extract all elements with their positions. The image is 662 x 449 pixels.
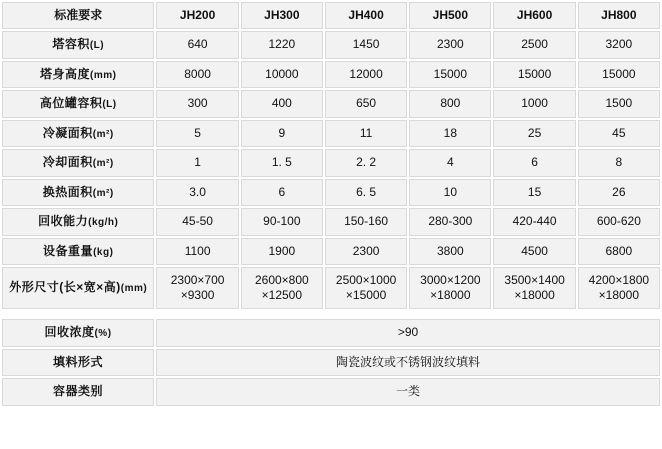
table-row <box>2 31 660 59</box>
cell-tower-height-jh200: 8000 <box>156 61 238 89</box>
cell-condensing-area-jh200: 5 <box>156 120 238 148</box>
table-row <box>2 378 660 406</box>
cell-tower-height-jh500: 15000 <box>409 61 491 89</box>
cell-tower-volume-jh600: 2500 <box>493 31 575 59</box>
cell-high-tank-volume-jh200: 300 <box>156 90 238 118</box>
row-label-recovery-capacity: 回收能力(kg/h) <box>2 208 154 236</box>
cell-equipment-weight-jh400: 2300 <box>325 238 407 266</box>
cell-cooling-area-jh300: 1. 5 <box>241 149 323 177</box>
cell-high-tank-volume-jh800: 1500 <box>578 90 660 118</box>
table-row <box>2 179 660 207</box>
cell-high-tank-volume-jh500: 800 <box>409 90 491 118</box>
cell-cooling-area-jh800: 8 <box>578 149 660 177</box>
table-row <box>2 61 660 89</box>
table-row <box>2 90 660 118</box>
header-model-jh400: JH400 <box>325 2 407 29</box>
row-label-overall-dimensions: 外形尺寸(长×宽×高)(mm) <box>2 267 154 309</box>
cell-tower-height-jh600: 15000 <box>493 61 575 89</box>
row-label-heat-exchange-area: 换热面积(m²) <box>2 179 154 207</box>
header-model-jh800: JH800 <box>578 2 660 29</box>
cell-equipment-weight-jh600: 4500 <box>493 238 575 266</box>
cell-dimensions-jh800: 4200×1800 ×18000 <box>578 267 660 309</box>
cell-recovery-capacity-jh400: 150-160 <box>325 208 407 236</box>
header-model-jh300: JH300 <box>241 2 323 29</box>
table-row <box>2 238 660 266</box>
cell-dimensions-jh400: 2500×1000 ×15000 <box>325 267 407 309</box>
header-standard-requirement: 标准要求 <box>2 2 154 29</box>
cell-tower-height-jh300: 10000 <box>241 61 323 89</box>
row-label-tower-height: 塔身高度(mm) <box>2 61 154 89</box>
cell-vessel-category-value: 一类 <box>156 378 660 406</box>
table-row-dimensions <box>2 267 660 309</box>
cell-equipment-weight-jh300: 1900 <box>241 238 323 266</box>
row-label-vessel-category: 容器类别 <box>2 378 154 406</box>
cell-tower-volume-jh800: 3200 <box>578 31 660 59</box>
cell-dimensions-jh300: 2600×800 ×12500 <box>241 267 323 309</box>
cell-heat-exchange-area-jh400: 6. 5 <box>325 179 407 207</box>
header-model-jh200: JH200 <box>156 2 238 29</box>
table-row <box>2 349 660 377</box>
table-header-row <box>2 2 660 29</box>
cell-condensing-area-jh300: 9 <box>241 120 323 148</box>
cell-heat-exchange-area-jh200: 3.0 <box>156 179 238 207</box>
header-model-jh500: JH500 <box>409 2 491 29</box>
cell-dimensions-jh200: 2300×700 ×9300 <box>156 267 238 309</box>
cell-condensing-area-jh600: 25 <box>493 120 575 148</box>
cell-equipment-weight-jh800: 6800 <box>578 238 660 266</box>
cell-recovery-capacity-jh200: 45-50 <box>156 208 238 236</box>
row-label-recovery-concentration: 回收浓度(%) <box>2 319 154 347</box>
cell-recovery-capacity-jh600: 420-440 <box>493 208 575 236</box>
row-label-equipment-weight: 设备重量(kg) <box>2 238 154 266</box>
row-label-condensing-area: 冷凝面积(m²) <box>2 120 154 148</box>
cell-heat-exchange-area-jh600: 15 <box>493 179 575 207</box>
table-row <box>2 208 660 236</box>
cell-recovery-capacity-jh800: 600-620 <box>578 208 660 236</box>
row-label-tower-volume: 塔容积(L) <box>2 31 154 59</box>
cell-high-tank-volume-jh400: 650 <box>325 90 407 118</box>
cell-recovery-capacity-jh300: 90-100 <box>241 208 323 236</box>
row-label-high-tank-volume: 高位罐容积(L) <box>2 90 154 118</box>
cell-high-tank-volume-jh300: 400 <box>241 90 323 118</box>
cell-tower-volume-jh300: 1220 <box>241 31 323 59</box>
cell-heat-exchange-area-jh800: 26 <box>578 179 660 207</box>
header-model-jh600: JH600 <box>493 2 575 29</box>
table-row <box>2 149 660 177</box>
cell-tower-volume-jh500: 2300 <box>409 31 491 59</box>
cell-tower-volume-jh400: 1450 <box>325 31 407 59</box>
cell-recovery-capacity-jh500: 280-300 <box>409 208 491 236</box>
row-label-packing-type: 填料形式 <box>2 349 154 377</box>
table-row <box>2 319 660 347</box>
cell-heat-exchange-area-jh500: 10 <box>409 179 491 207</box>
cell-heat-exchange-area-jh300: 6 <box>241 179 323 207</box>
cell-tower-height-jh800: 15000 <box>578 61 660 89</box>
cell-packing-type-value: 陶瓷波纹或不锈钢波纹填料 <box>156 349 660 377</box>
table-row <box>2 120 660 148</box>
cell-cooling-area-jh400: 2. 2 <box>325 149 407 177</box>
cell-high-tank-volume-jh600: 1000 <box>493 90 575 118</box>
cell-cooling-area-jh200: 1 <box>156 149 238 177</box>
cell-condensing-area-jh800: 45 <box>578 120 660 148</box>
cell-equipment-weight-jh200: 1100 <box>156 238 238 266</box>
cell-cooling-area-jh500: 4 <box>409 149 491 177</box>
cell-condensing-area-jh500: 18 <box>409 120 491 148</box>
cell-recovery-concentration-value: >90 <box>156 319 660 347</box>
specification-table-footer <box>0 317 662 408</box>
cell-tower-height-jh400: 12000 <box>325 61 407 89</box>
cell-equipment-weight-jh500: 3800 <box>409 238 491 266</box>
cell-tower-volume-jh200: 640 <box>156 31 238 59</box>
cell-dimensions-jh500: 3000×1200 ×18000 <box>409 267 491 309</box>
cell-dimensions-jh600: 3500×1400 ×18000 <box>493 267 575 309</box>
row-label-cooling-area: 冷却面积(m²) <box>2 149 154 177</box>
cell-condensing-area-jh400: 11 <box>325 120 407 148</box>
cell-cooling-area-jh600: 6 <box>493 149 575 177</box>
